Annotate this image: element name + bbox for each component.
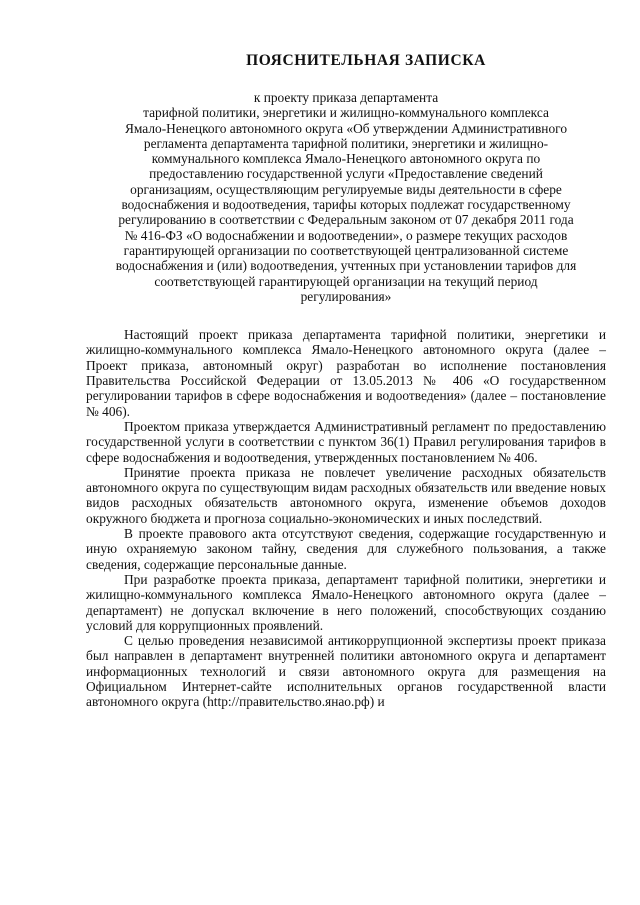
subtitle-line: предоставлению государственной услуги «Предоставление сведений (149, 166, 543, 182)
subtitle-line: коммунального комплекса Ямало-Ненецкого автономного округа по (151, 151, 541, 167)
document-title: ПОЯСНИТЕЛЬНАЯ ЗАПИСКА (246, 52, 486, 69)
subtitle-line: № 416-ФЗ «О водоснабжении и водоотведении», о размере текущих расходов (124, 227, 568, 243)
body-paragraph: Проектом приказа утверждается Административный регламент по предоставлению государственной услуги в соответствии с пунктом 36(1) Правил регулирования тарифов в сфере водоснабжения и водоотведения, утвержденных постановлением № 406. (86, 418, 606, 465)
subtitle-line: организациям, осуществляющим регулируемые виды деятельности в сфере (130, 181, 562, 197)
body-paragraph: С целью проведения независимой антикоррупционной экспертизы проект приказа был направлен в департамент внутренней политики автономного округа и департамент информационных технологий и связи автономного округа для размещения на Официальном Интернет-сайте исполнительных органов государственной власти автономного округа (http://правительство.янао.рф) и (86, 633, 606, 710)
document-body (86, 327, 606, 709)
subtitle-line: гарантирующей организации по соответствующей централизованной системе (123, 242, 569, 258)
subtitle-line: регулированию в соответствии с Федеральным законом от 07 декабря 2011 года (118, 212, 574, 228)
subtitle-line: водоснабжения и (или) водоотведения, учтенных при установлении тарифов для (115, 258, 577, 274)
subtitle-line: Ямало-Ненецкого автономного округа «Об утверждении Административного (124, 120, 568, 136)
document-subtitle (86, 90, 606, 304)
subtitle-line: регулирования» (300, 288, 392, 304)
body-paragraph: В проекте правового акта отсутствуют сведения, содержащие государственную и иную охраняемую законом тайну, сведения для служебного пользования, а также сведения, содержащие персональные данные. (86, 526, 606, 572)
subtitle-line: водоснабжения и водоотведения, тарифы которых подлежат государственному (121, 197, 571, 213)
subtitle-line: соответствующей гарантирующей организации на текущий период (154, 273, 538, 289)
subtitle-line: регламента департамента тарифной политики, энергетики и жилищно- (143, 135, 549, 151)
body-paragraph: При разработке проекта приказа, департамент тарифной политики, энергетики и жилищно-коммунального комплекса Ямало-Ненецкого автономного округа (далее – департамент) не допускал включение в него положений, способствующих созданию условий для коррупционных проявлений. (86, 571, 606, 633)
subtitle-line: тарифной политики, энергетики и жилищно-коммунального комплекса (143, 105, 549, 121)
body-paragraph: Принятие проекта приказа не повлечет увеличение расходных обязательств автономного округа по существующим видам расходных обязательств или введение новых видов расходных обязательств автономного округа, изменение объемов доходов окружного бюджета и прогноза социально-экономических и иных последствий. (86, 464, 606, 526)
subtitle-line: к проекту приказа департамента (253, 90, 439, 105)
body-paragraph: Настоящий проект приказа департамента тарифной политики, энергетики и жилищно-коммунального комплекса Ямало-Ненецкого автономного округа (далее – Проект приказа, автономный округ) разработан во исполнение постановления Правительства Российской Федерации от 13.05.2013 № 406 «О государственном регулировании тарифов в сфере водоснабжения и водоотведения» (далее – постановление № 406). (86, 327, 606, 419)
